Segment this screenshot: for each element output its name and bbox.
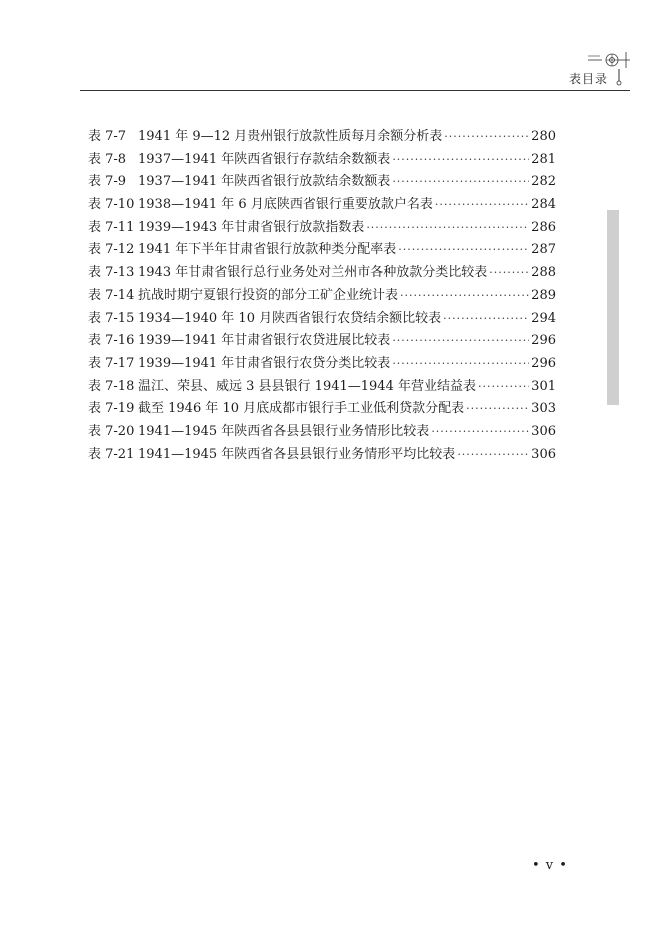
toc-entry-number: 表 7-17 (88, 355, 135, 371)
toc-entry-title: 截至 1946 年 10 月底成都市银行手工业低利贷款分配表 (138, 401, 465, 417)
toc-entry-page: 294 (531, 310, 556, 326)
toc-entry-title: 1941—1945 年陕西省各县县银行业务情形比较表 (138, 423, 430, 439)
toc-entry-title: 1943 年甘肃省银行总行业务处对兰州市各种放款分类比较表 (138, 265, 488, 281)
toc-entry[interactable] (88, 239, 556, 262)
table-of-contents (88, 126, 556, 466)
toc-entry-page: 306 (531, 446, 556, 462)
toc-leader-dots (392, 149, 529, 172)
toc-entry[interactable] (88, 126, 556, 149)
toc-leader-dots (392, 353, 529, 376)
toc-entry-title: 1938—1941 年 6 月底陕西省银行重要放款户名表 (138, 197, 433, 213)
header-rule (80, 90, 630, 91)
toc-entry-number: 表 7-10 (88, 197, 135, 213)
toc-entry-number: 表 7-13 (88, 265, 135, 281)
toc-entry-number: 表 7-9 (88, 174, 127, 190)
toc-entry-title: 1941 年下半年甘肃省银行放款种类分配率表 (138, 242, 397, 258)
toc-leader-dots (466, 398, 529, 421)
toc-entry-page: 284 (531, 197, 556, 213)
toc-leader-dots (435, 194, 529, 217)
toc-leader-dots (478, 376, 529, 399)
toc-entry[interactable] (88, 285, 556, 308)
toc-entry-number: 表 7-15 (88, 310, 135, 326)
toc-entry-page: 288 (531, 265, 556, 281)
toc-entry-page: 296 (531, 333, 556, 349)
toc-entry-title: 1934—1940 年 10 月陕西省银行农贷结余额比较表 (138, 310, 442, 326)
toc-leader-dots (392, 171, 529, 194)
toc-leader-dots (400, 285, 529, 308)
toc-entry-number: 表 7-11 (88, 219, 135, 235)
toc-entry-title: 1939—1941 年甘肃省银行农贷分类比较表 (138, 355, 391, 371)
toc-leader-dots (444, 126, 529, 149)
toc-entry[interactable] (88, 376, 556, 399)
toc-entry[interactable] (88, 308, 556, 331)
running-header-label: 表目录 (569, 72, 609, 86)
toc-entry-page: 289 (531, 287, 556, 303)
toc-entry-title: 1941 年 9—12 月贵州银行放款性质每月余额分析表 (138, 129, 443, 144)
toc-entry-page: 306 (531, 423, 556, 439)
toc-entry-number: 表 7-19 (88, 401, 135, 417)
toc-entry-title: 1937—1941 年陕西省银行存款结余数额表 (138, 151, 391, 167)
toc-entry-title: 1941—1945 年陕西省各县县银行业务情形平均比较表 (138, 446, 456, 462)
toc-entry-number: 表 7-12 (88, 242, 135, 258)
toc-entry-title: 1939—1943 年甘肃省银行放款指数表 (138, 219, 365, 235)
toc-entry-number: 表 7-14 (88, 287, 135, 303)
toc-entry[interactable] (88, 171, 556, 194)
toc-entry-title: 温江、荣县、威远 3 县县银行 1941—1944 年营业结益表 (138, 378, 476, 394)
toc-entry[interactable] (88, 444, 556, 467)
edge-tab-bar (607, 210, 619, 405)
toc-entry[interactable] (88, 353, 556, 376)
toc-entry-page: 282 (531, 174, 556, 190)
toc-entry-page: 301 (531, 378, 556, 394)
toc-entry-number: 表 7-21 (88, 446, 135, 462)
toc-leader-dots (398, 239, 529, 262)
toc-entry[interactable] (88, 330, 556, 353)
toc-entry[interactable] (88, 421, 556, 444)
toc-entry-page: 286 (531, 219, 556, 235)
toc-entry-page: 296 (531, 355, 556, 371)
toc-leader-dots (431, 421, 529, 444)
toc-entry-number: 表 7-18 (88, 378, 135, 394)
page-number: • v • (532, 858, 568, 873)
toc-entry[interactable] (88, 262, 556, 285)
toc-entry-number: 表 7-20 (88, 423, 135, 439)
toc-entry-number: 表 7-16 (88, 333, 135, 349)
toc-leader-dots (366, 217, 529, 240)
toc-entry-title: 1939—1941 年甘肃省银行农贷进展比较表 (138, 333, 391, 349)
toc-leader-dots (489, 262, 529, 285)
toc-entry-title: 1937—1941 年陕西省银行放款结余数额表 (138, 174, 391, 190)
toc-entry-page: 287 (531, 242, 556, 258)
toc-entry-page: 303 (531, 401, 556, 417)
toc-leader-dots (392, 330, 529, 353)
toc-entry-title: 抗战时期宁夏银行投资的部分工矿企业统计表 (138, 287, 399, 303)
toc-entry[interactable] (88, 398, 556, 421)
toc-entry-number: 表 7-7 (88, 129, 127, 144)
toc-leader-dots (457, 444, 529, 467)
toc-entry[interactable] (88, 217, 556, 240)
header-ornament-icon (588, 50, 630, 70)
header-mark-icon (614, 69, 624, 87)
toc-entry-page: 280 (531, 129, 556, 144)
toc-entry-page: 281 (531, 151, 556, 167)
toc-leader-dots (443, 308, 529, 331)
toc-entry-number: 表 7-8 (88, 151, 127, 167)
toc-entry[interactable] (88, 149, 556, 172)
toc-entry[interactable] (88, 194, 556, 217)
